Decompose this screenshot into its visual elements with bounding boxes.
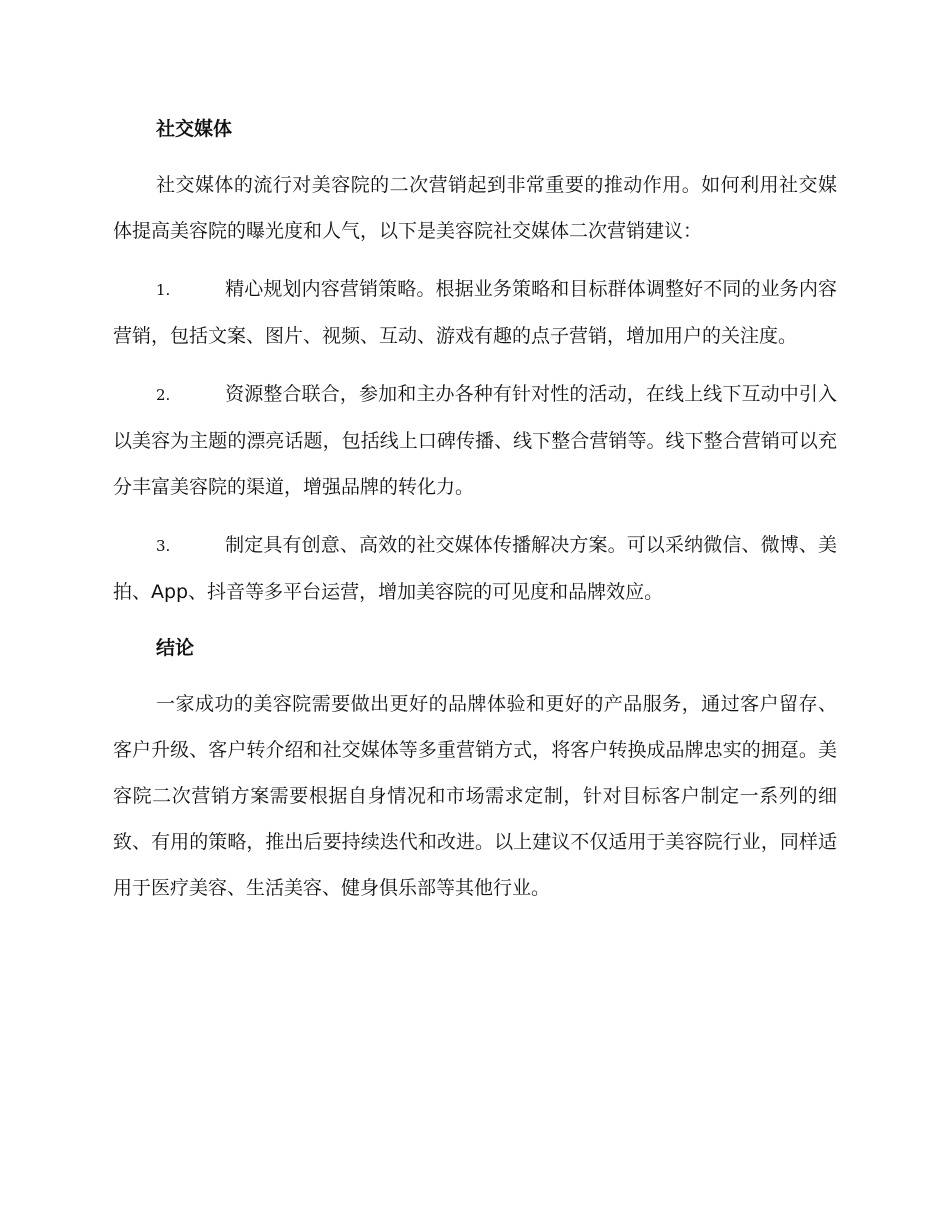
document-content: [113, 106, 837, 911]
list-item-text: 精心规划内容营销策略。根据业务策略和目标群体调整好不同的业务内容营销，包括文案、图片、视频、互动、游戏有趣的点子营销，增加用户的关注度。: [113, 278, 837, 347]
list-item: [113, 266, 837, 359]
list-item-text: 制定具有创意、高效的社交媒体传播解决方案。可以采纳微信、微博、美拍、App、抖音等多平台运营，增加美容院的可见度和品牌效应。: [113, 534, 837, 603]
section-heading-social-media: 社交媒体: [156, 118, 233, 140]
list-item: [113, 371, 837, 510]
list-item: [113, 522, 837, 615]
section-heading-conclusion: 结论: [156, 637, 195, 659]
intro-paragraph: 社交媒体的流行对美容院的二次营销起到非常重要的推动作用。如何利用社交媒体提高美容院的曝光度和人气，以下是美容院社交媒体二次营销建议：: [113, 174, 837, 242]
conclusion-paragraph: 一家成功的美容院需要做出更好的品牌体验和更好的产品服务，通过客户留存、客户升级、客户转介绍和社交媒体等多重营销方式，将客户转换成品牌忠实的拥趸。美容院二次营销方案需要根据自身情况和市场需求定制，针对目标客户制定一系列的细致、有用的策略，推出后要持续迭代和改进。以上建议不仅适用于美容院行业，同样适用于医疗美容、生活美容、健身俱乐部等其他行业。: [113, 693, 837, 899]
list-item-number: 2.: [156, 386, 171, 404]
list-item-number: 1.: [156, 281, 171, 299]
list-item-text: 资源整合联合，参加和主办各种有针对性的活动，在线上线下互动中引入以美容为主题的漂亮话题，包括线上口碑传播、线下整合营销等。线下整合营销可以充分丰富美容院的渠道，增强品牌的转化力。: [113, 383, 837, 498]
list-item-number: 3.: [156, 537, 171, 555]
